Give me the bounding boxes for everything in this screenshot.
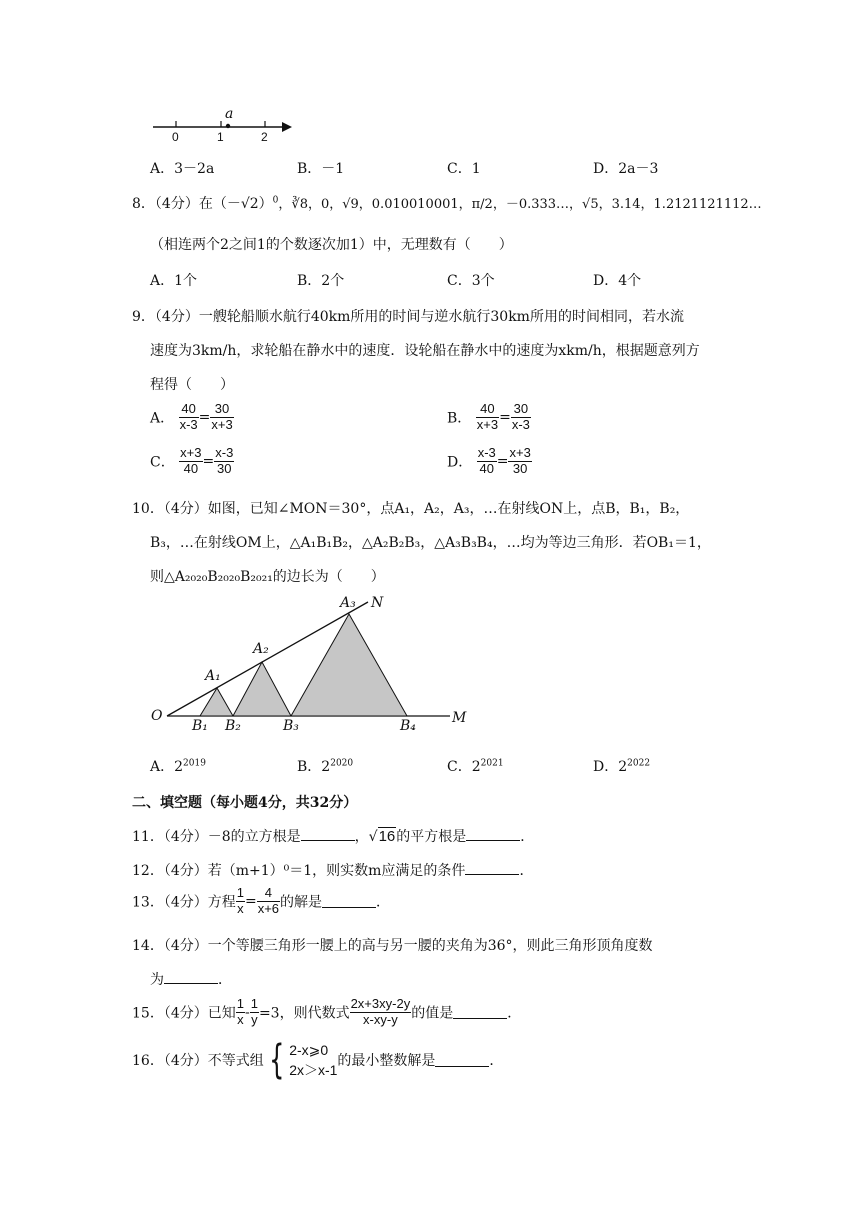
q15: 15．（4分）已知 $\frac{1}{x}$ - $\frac{1}{y}$ =3，则代数式 $\frac{2x+3xy-2y}{x-xy-y}$ 的值是 ．: [132, 996, 522, 1027]
q8-option-a: A．1个: [150, 273, 198, 289]
q9-stem-line2: 速度为3km/h，求轮船在静水中的速度．设轮船在静水中的速度为xkm/h，根据题意列方: [150, 343, 700, 359]
q8-stem-line2: （相连两个2之间1的个数逐次加1）中，无理数有（ ）: [150, 237, 513, 253]
q9-option-a: A． $\frac{40}{x-3}$ = $\frac{30}{x+3}$: [150, 401, 233, 432]
label-A3: A₃: [340, 595, 356, 611]
answer-blank: [435, 1054, 489, 1067]
q10-stem-line3: 则△A₂₀₂₀B₂₀₂₀B₂₀₂₁的边长为（ ）: [150, 569, 385, 585]
q10-option-a: A．$2^{2019}$: [150, 758, 206, 775]
section2-title: 二、填空题（每小题4分，共32分）: [132, 795, 358, 811]
answer-blank: [453, 1006, 507, 1019]
q7-option-c: C．1: [447, 161, 481, 177]
label-B1: B₁: [192, 718, 208, 734]
label-B4: B₄: [400, 718, 416, 734]
q13: 13．（4分）方程 $\frac{1}{x}$ = $\frac{4}{x+6}$ 的解是 ．: [132, 885, 391, 916]
q9-option-b: B． $\frac{40}{x+3}$ = $\frac{30}{x-3}$: [447, 401, 530, 432]
answer-blank: [322, 895, 376, 908]
q9-option-d: D． $\frac{x-3}{40}$ = $\frac{x+3}{30}$: [447, 445, 531, 476]
q16: 16．（4分）不等式组 { 2-x⩾0 2x＞x-1 的最小整数解是 ．: [132, 1037, 504, 1083]
answer-blank: [301, 828, 355, 841]
q10-option-b: B．$2^{2020}$: [297, 758, 354, 775]
q10-option-d: D．$2^{2022}$: [593, 758, 651, 775]
tick-label-2: 2: [261, 130, 268, 144]
tick-label-0: 0: [172, 130, 179, 144]
q7-option-b: B．－1: [297, 161, 345, 177]
q9-stem-line3: 程得（ ）: [150, 377, 234, 393]
answer-blank: [164, 971, 218, 984]
q9-stem-line1: 9．（4分）一艘轮船顺水航行40km所用的时间与逆水航行30km所用的时间相同，若水流: [132, 309, 684, 325]
q14-line1: 14．（4分）一个等腰三角形一腰上的高与另一腰的夹角为36°，则此三角形顶角度数: [132, 938, 653, 954]
label-O: O: [151, 708, 163, 724]
q8-option-d: D．4个: [593, 273, 642, 289]
q8-stem-line1: 8．（4分）在$(-√2)^0$，∛8，0，√9，0.010010001，π/2，－0.333…，√5，3.14，1.2121121112…: [132, 195, 762, 212]
answer-blank: [465, 862, 519, 875]
label-M: M: [452, 710, 467, 726]
label-A2: A₂: [253, 641, 269, 657]
label-B3: B₃: [283, 718, 299, 734]
q7-option-a: A．3－2a: [150, 161, 215, 177]
q8-option-c: C．3个: [447, 273, 495, 289]
q9-option-c: C． $\frac{x+3}{40}$ = $\frac{x-3}{30}$: [150, 445, 234, 476]
q10-option-c: C．$2^{2021}$: [447, 758, 504, 775]
number-line-label-a: a: [225, 106, 234, 122]
q7-option-d: D．2a－3: [593, 161, 659, 177]
q10-stem-line1: 10．（4分）如图，已知∠MON＝30°，点A₁，A₂，A₃，…在射线ON上，点B，B₁，B₂，: [132, 501, 690, 517]
label-N: N: [371, 595, 384, 611]
q14-line2: 为 ．: [150, 972, 232, 988]
tick-label-1: 1: [217, 130, 224, 144]
label-B2: B₂: [225, 718, 241, 734]
q8-option-b: B．2个: [297, 273, 345, 289]
answer-blank: [466, 828, 520, 841]
q11: 11．（4分）－8的立方根是 ，√16的平方根是 ．: [132, 828, 535, 845]
q12: 12．（4分）若（m+1）⁰＝1，则实数m应满足的条件 ．: [132, 863, 534, 879]
q10-stem-line2: B₃，…在射线OM上，△A₁B₁B₂，△A₂B₂B₃，△A₃B₃B₄，…均为等边三角形．若OB₁＝1，: [150, 535, 711, 551]
label-A1: A₁: [205, 668, 221, 684]
